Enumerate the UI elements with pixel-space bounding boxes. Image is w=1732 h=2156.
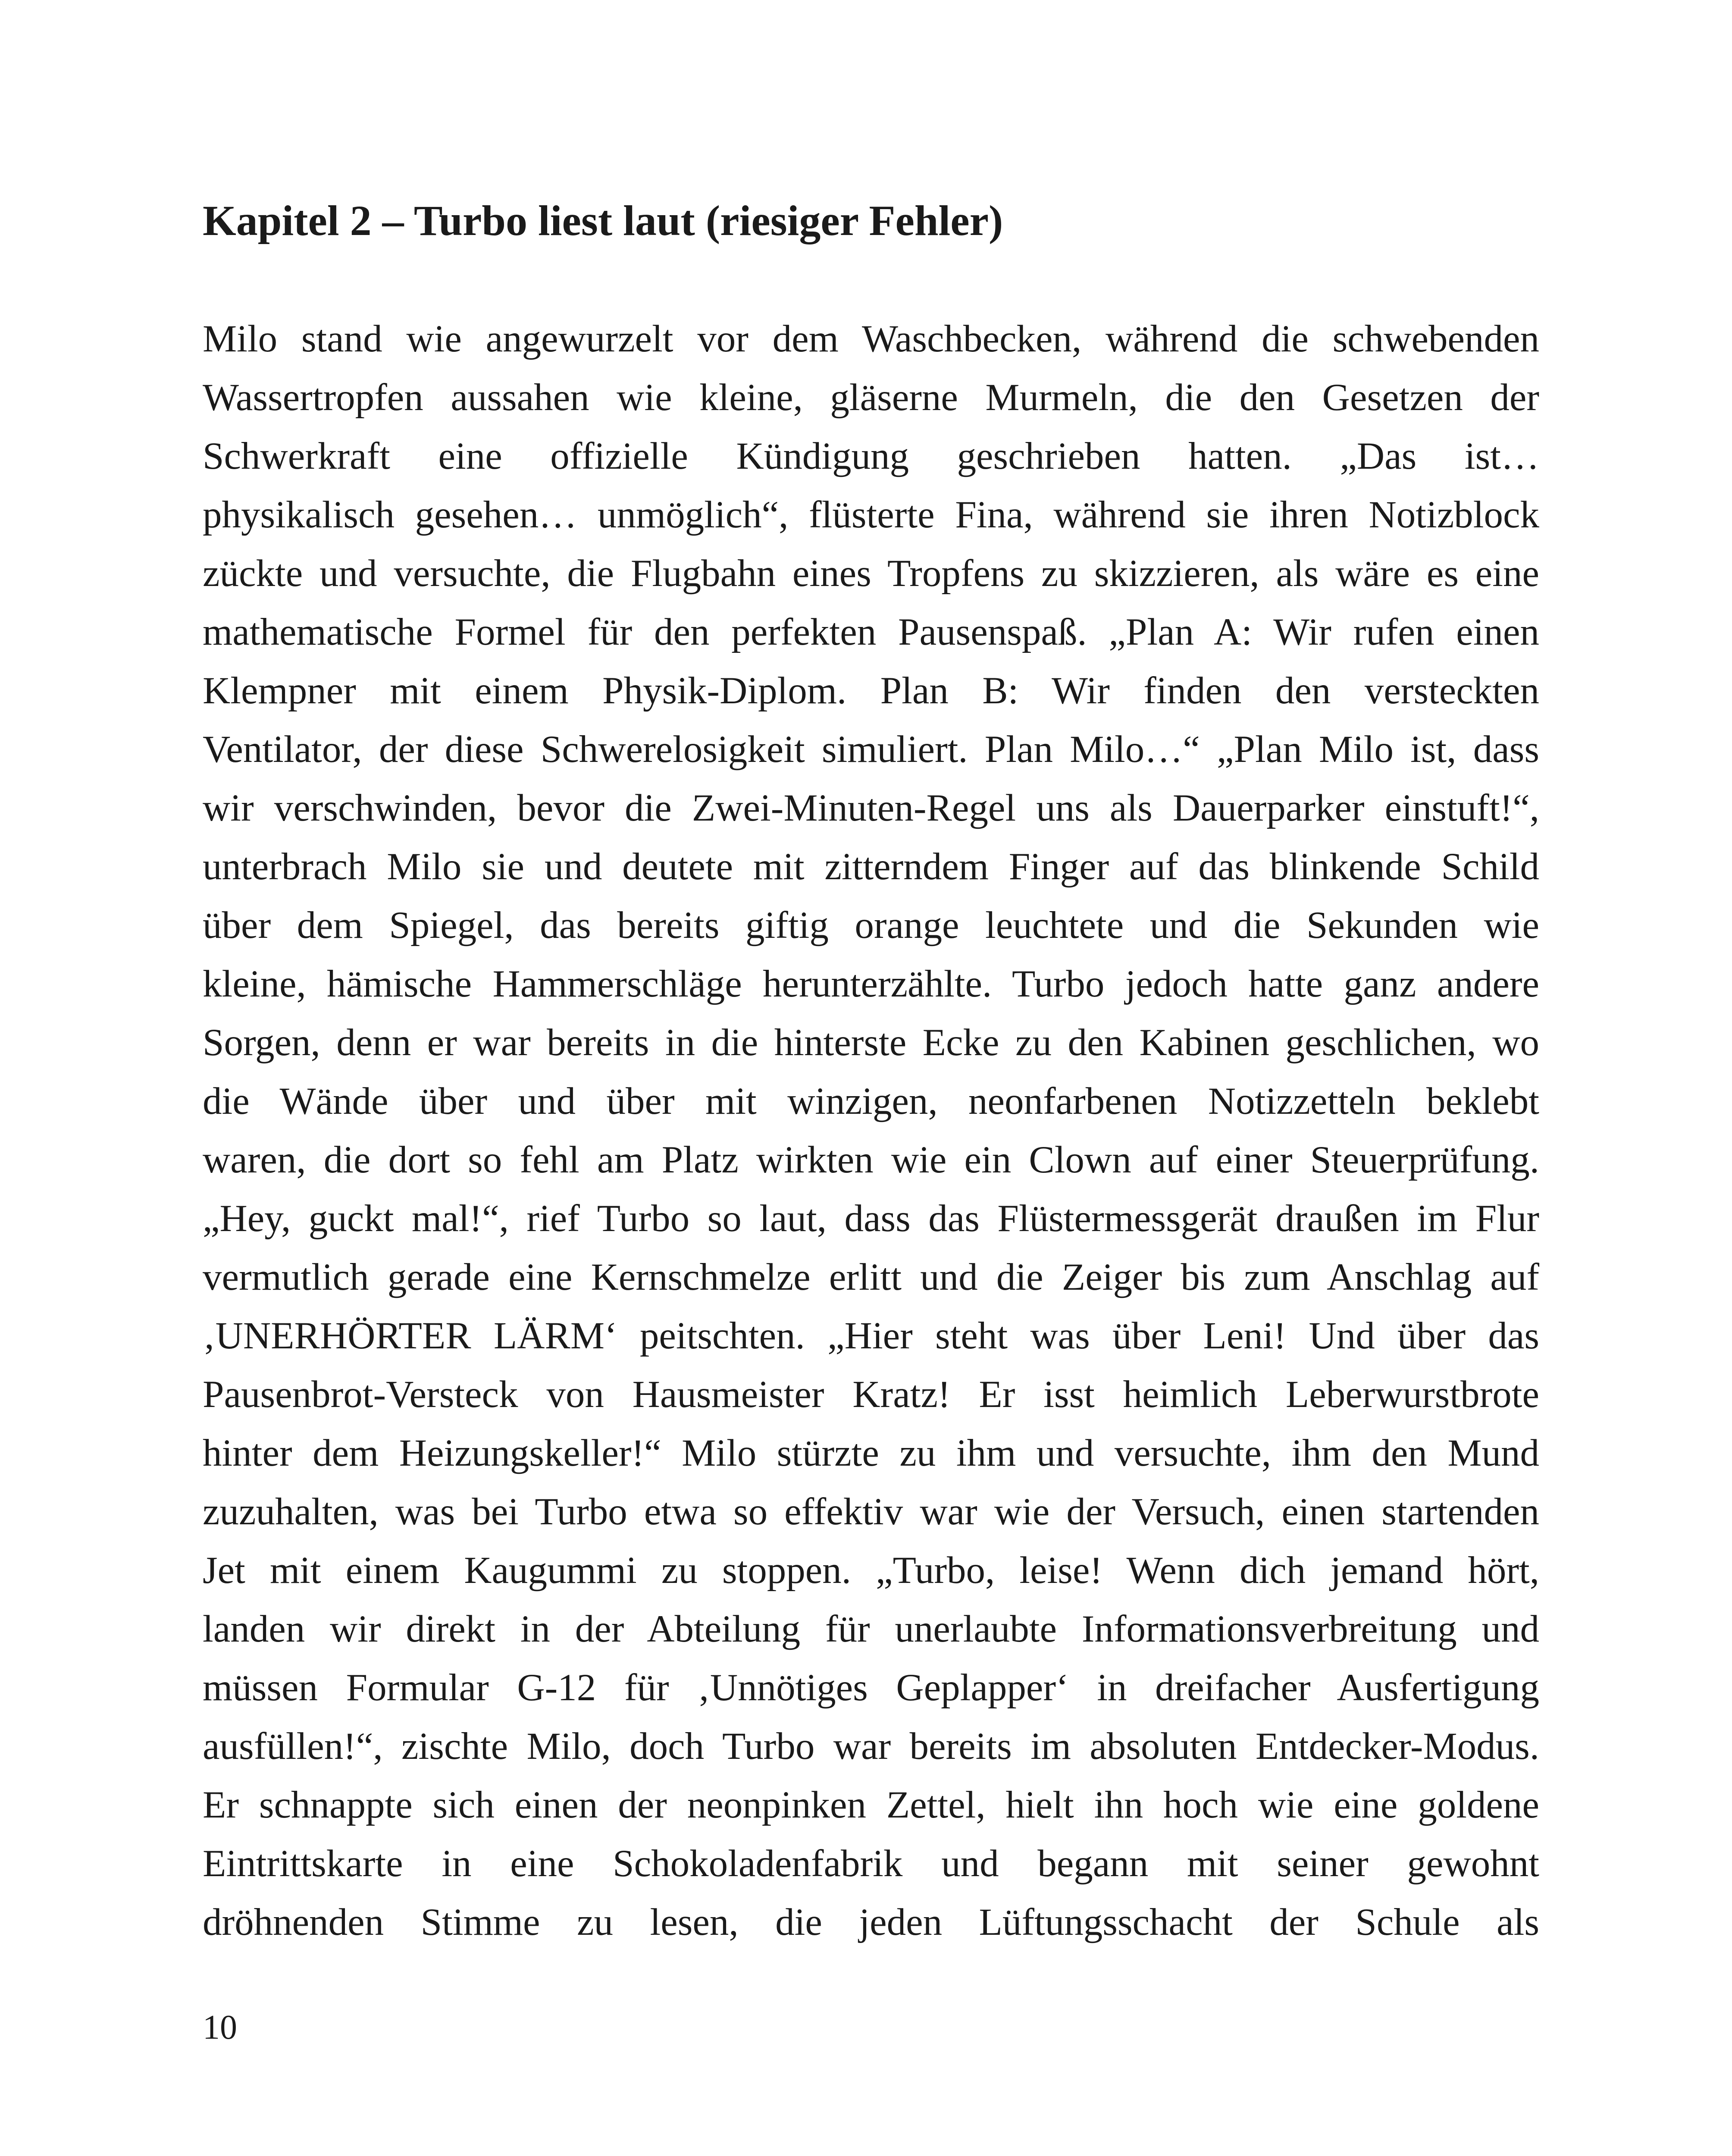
text-line: unterbrach Milo sie und deutete mit zitterndem Finger auf das blinkende Schild — [203, 846, 1539, 888]
text-line: Wassertropfen aussahen wie kleine, gläserne Murmeln, die den Gesetzen der — [203, 376, 1539, 419]
text-line: physikalisch gesehen… unmöglich“, flüsterte Fina, während sie ihren Notizblock — [203, 494, 1539, 536]
text-line: Schwerkraft eine offizielle Kündigung geschrieben hatten. „Das ist… — [203, 435, 1539, 477]
text-line: vermutlich gerade eine Kernschmelze erlitt und die Zeiger bis zum Anschlag auf — [203, 1256, 1539, 1298]
text-line: Er schnappte sich einen der neonpinken Zettel, hielt ihn hoch wie eine goldene — [203, 1784, 1539, 1826]
text-line: die Wände über und über mit winzigen, neonfarbenen Notizzetteln beklebt — [203, 1080, 1539, 1122]
text-line: Pausenbrot-Versteck von Hausmeister Kratz! Er isst heimlich Leberwurstbrote — [203, 1373, 1539, 1416]
text-line: Eintrittskarte in eine Schokoladenfabrik und begann mit seiner gewohnt — [203, 1843, 1539, 1885]
text-line: hinter dem Heizungskeller!“ Milo stürzte zu ihm und versuchte, ihm den Mund — [203, 1432, 1539, 1474]
text-line: Ventilator, der diese Schwerelosigkeit simuliert. Plan Milo…“ „Plan Milo ist, dass — [203, 728, 1539, 771]
text-line: ‚UNERHÖRTER LÄRM‘ peitschten. „Hier steht was über Leni! Und über das — [203, 1315, 1539, 1357]
text-line: über dem Spiegel, das bereits giftig orange leuchtete und die Sekunden wie — [203, 904, 1539, 946]
text-line: mathematische Formel für den perfekten Pausenspaß. „Plan A: Wir rufen einen — [203, 611, 1539, 653]
text-line: „Hey, guckt mal!“, rief Turbo so laut, dass das Flüstermessgerät draußen im Flur — [203, 1197, 1539, 1240]
chapter-title: Kapitel 2 – Turbo liest laut (riesiger Fehler) — [203, 197, 1003, 244]
text-line: dröhnenden Stimme zu lesen, die jeden Lüftungsschacht der Schule als — [203, 1901, 1539, 1943]
text-line: zuzuhalten, was bei Turbo etwa so effektiv war wie der Versuch, einen startenden — [203, 1491, 1539, 1533]
text-line: Jet mit einem Kaugummi zu stoppen. „Turbo, leise! Wenn dich jemand hört, — [203, 1549, 1539, 1592]
text-line: müssen Formular G-12 für ‚Unnötiges Geplapper‘ in dreifacher Ausfertigung — [203, 1667, 1539, 1709]
text-line: landen wir direkt in der Abteilung für unerlaubte Informationsverbreitung und — [203, 1608, 1539, 1650]
text-line: zückte und versuchte, die Flugbahn eines Tropfens zu skizzieren, als wäre es eine — [203, 552, 1539, 595]
text-line: kleine, hämische Hammerschläge herunterzählte. Turbo jedoch hatte ganz andere — [203, 963, 1539, 1005]
text-line: waren, die dort so fehl am Platz wirkten wie ein Clown auf einer Steuerprüfung. — [203, 1139, 1539, 1181]
text-line: Klempner mit einem Physik-Diplom. Plan B: Wir finden den versteckten — [203, 670, 1539, 712]
page-number: 10 — [203, 2009, 237, 2046]
text-line: Sorgen, denn er war bereits in die hinterste Ecke zu den Kabinen geschlichen, wo — [203, 1022, 1539, 1064]
text-line: wir verschwinden, bevor die Zwei-Minuten-Regel uns als Dauerparker einstuft!“, — [203, 787, 1539, 829]
text-line: ausfüllen!“, zischte Milo, doch Turbo war bereits im absoluten Entdecker-Modus. — [203, 1725, 1539, 1767]
body-paragraph — [203, 310, 1539, 1952]
text-line: Milo stand wie angewurzelt vor dem Waschbecken, während die schwebenden — [203, 318, 1539, 360]
